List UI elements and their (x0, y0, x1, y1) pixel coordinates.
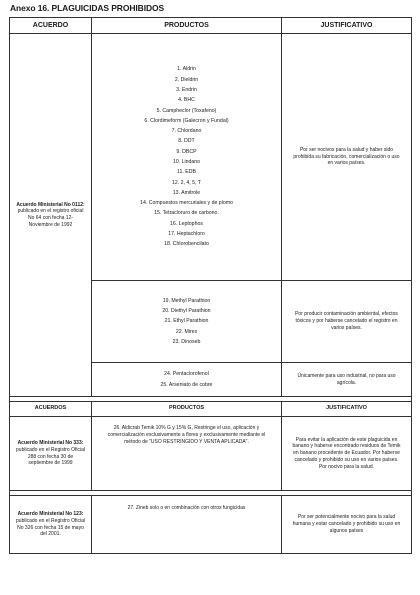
product-item: 23. Dinoseb (172, 338, 201, 345)
acuerdo-cell-123 (10, 496, 92, 554)
table-row (10, 496, 412, 554)
product-item: 13. Amitrole (172, 189, 201, 196)
justificativo-cell: Para evitar la aplicación de este plaguicida en banano y haberse encontrado residuos de Temik en banano procedente de Ecuador. Por haberse cancelado y prohibido su uso en varios países. Por nocivo para la salud. (282, 417, 412, 491)
header-productos-2: PRODUCTOS (92, 402, 282, 417)
justificativo-cell: Por ser nocivos para la salud y haber sido prohibida su fabricación, comercialización o uso en varios países. (282, 34, 412, 281)
page-title: Anexo 16. PLAGUICIDAS PROHIBIDOS (10, 3, 165, 13)
pesticides-table (9, 17, 412, 554)
product-item: 20. Diethyl Parathion (162, 308, 211, 315)
product-item: 22. Mirex (175, 328, 198, 335)
table-row (10, 417, 412, 491)
header-justificativo: JUSTIFICATIVO (282, 18, 412, 34)
product-item: 4. BHC (178, 97, 195, 104)
acuerdo-cell-0112 (10, 34, 92, 397)
header-row (10, 18, 412, 34)
acuerdo-details: publicado en el Registro Oficial No 326 con fecha 15 de mayo del 2001. (16, 517, 85, 538)
product-item: 18. Chlorobencilato (164, 241, 209, 248)
justificativo-cell: Por ser potencialmente nocivo para la salud humana y estar cancelado y prohibido su uso en algunos países (282, 496, 412, 554)
acuerdo-number: Acuerdo Ministerial No 0112: (16, 201, 85, 208)
product-item: 11. EDB (177, 169, 196, 176)
header-justificativo-2: JUSTIFICATIVO (282, 402, 412, 417)
header-acuerdos: ACUERDOS (10, 402, 92, 417)
product-item: 7. Chlordano (171, 128, 202, 135)
product-item: 19. Methyl Parathion (162, 297, 211, 304)
acuerdo-details: publicado en el Registro Oficial 288 con fecha 30 de septiembre de 1999 (16, 446, 85, 467)
product-item: 9. DBCP (176, 148, 197, 155)
product-item: 24. Pentaclorofenol (164, 371, 209, 378)
productos-cell (92, 34, 282, 281)
product-item: 2. Dieldrin (174, 76, 199, 83)
product-item: 8. DDT (178, 138, 195, 145)
justificativo-cell: Únicamente para uso industrial, no para uso agrícola. (282, 363, 412, 397)
acuerdo-details: publicado en el registro oficial No 64 con fecha 12-Noviembre de 1992 (17, 208, 84, 228)
product-item: 17. Heptachloro (168, 231, 205, 238)
product-item: 14. Compuestos mercuriales y de plomo (140, 200, 233, 207)
product-item: 5. Campheclor (Toxafeno) (156, 107, 217, 114)
product-item: 10. Lindano (172, 159, 201, 165)
product-item: 12. 2, 4, 5, T (171, 179, 202, 186)
producto-cell: 27. Zineb solo o en combinación con otros fungicidas (92, 496, 282, 554)
productos-cell (92, 281, 282, 363)
product-item: 21. Ethyl Parathion (164, 318, 209, 325)
product-item: 1. Aldrin (177, 66, 196, 73)
product-item: 16. Leptophos (170, 220, 203, 227)
table-row (10, 34, 412, 281)
product-item: 15. Tetracloruro de carbono. (154, 210, 219, 217)
product-item: 25. Arseniato de cobre (160, 381, 213, 388)
header-productos: PRODUCTOS (92, 18, 282, 34)
product-item: 6. Clordimeform (Galecron y Fundal) (144, 117, 229, 124)
producto-cell: 26. Aldicrab Temik 10% G y 15% G, Restringe el uso, aplicación y comercialización exclusivamente a flores y exclusivamente mediante el método de "USO RESTRINGIDO Y VENTA APLICADA". (92, 417, 282, 491)
productos-cell (92, 363, 282, 397)
product-item: 3. Endrin (176, 86, 197, 93)
acuerdo-number: Acuerdo Ministerial No 123: (17, 511, 84, 517)
acuerdo-number: Acuerdo Ministerial No 333: (17, 440, 84, 446)
justificativo-cell: Por producir contaminación ambiental, efectos tóxicos y por haberse cancelado el registro en varios países. (282, 281, 412, 363)
acuerdo-cell-333 (10, 417, 92, 491)
header-row-2 (10, 402, 412, 417)
header-acuerdo: ACUERDO (10, 18, 92, 34)
